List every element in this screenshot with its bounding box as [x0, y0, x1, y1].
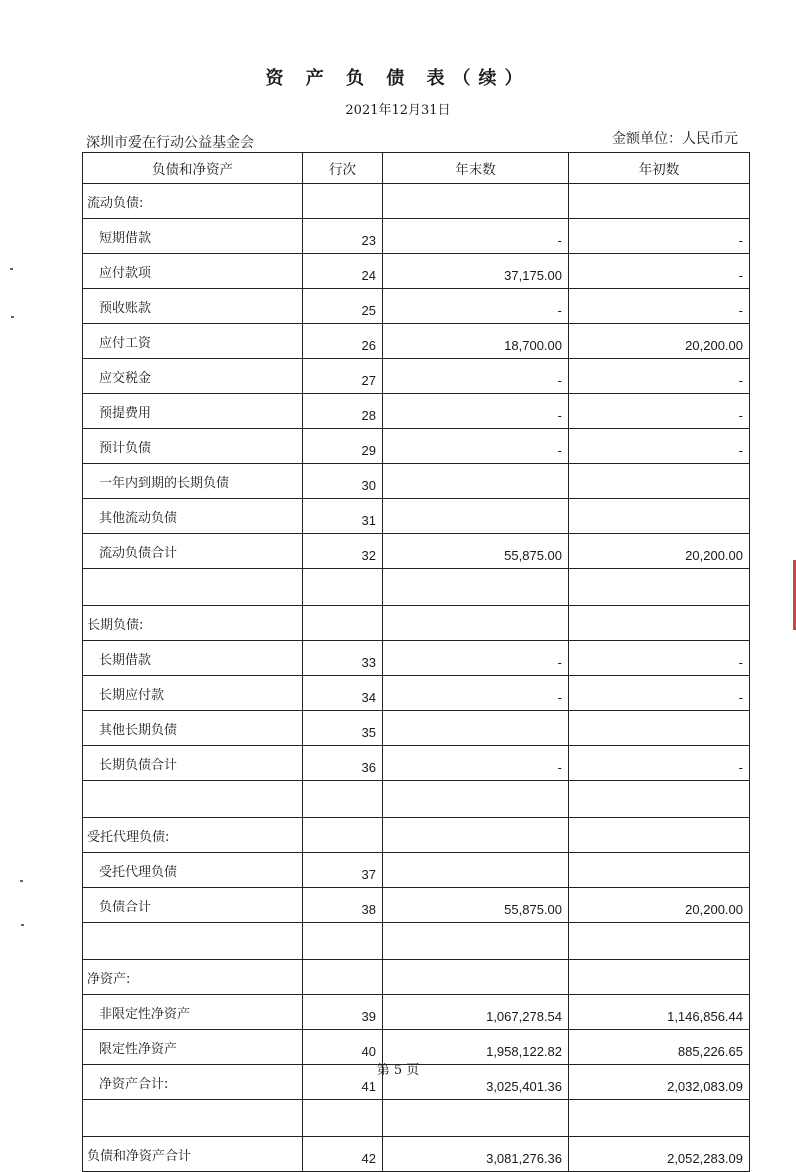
row-label: [83, 923, 303, 960]
row-label: 一年内到期的长期负债: [83, 464, 303, 499]
row-line-number: [303, 781, 383, 818]
row-label: [83, 569, 303, 606]
row-label: 长期借款: [83, 641, 303, 676]
row-year-end-value: 37,175.00: [383, 254, 569, 289]
row-year-begin-value: -: [569, 219, 750, 254]
scan-speck: [21, 924, 24, 926]
page-number: 第 5 页: [376, 1063, 420, 1078]
row-line-number: [303, 569, 383, 606]
row-year-end-value: [383, 606, 569, 641]
row-line-number: [303, 184, 383, 219]
row-year-begin-value: [569, 184, 750, 219]
row-year-end-value: 55,875.00: [383, 888, 569, 923]
row-year-end-value: [383, 853, 569, 888]
row-year-begin-value: -: [569, 359, 750, 394]
row-year-end-value: -: [383, 746, 569, 781]
row-line-number: [303, 923, 383, 960]
balance-sheet-table: [82, 152, 750, 1172]
row-label: 长期负债:: [83, 606, 303, 641]
row-line-number: 41: [303, 1065, 383, 1100]
row-line-number: 28: [303, 394, 383, 429]
row-year-end-value: 3,081,276.36: [383, 1137, 569, 1172]
row-label: 流动负债合计: [83, 534, 303, 569]
table-row: [83, 641, 750, 676]
row-label: 流动负债:: [83, 184, 303, 219]
table-row: [83, 569, 750, 606]
row-year-begin-value: 20,200.00: [569, 534, 750, 569]
row-label: 负债合计: [83, 888, 303, 923]
row-line-number: 35: [303, 711, 383, 746]
row-year-end-value: [383, 464, 569, 499]
table-row: [83, 499, 750, 534]
row-line-number: 38: [303, 888, 383, 923]
row-label: 短期借款: [83, 219, 303, 254]
table-row: [83, 534, 750, 569]
table-row: [83, 781, 750, 818]
column-header-item: 负债和净资产: [83, 153, 303, 184]
row-year-end-value: -: [383, 641, 569, 676]
table-row: [83, 219, 750, 254]
row-year-end-value: [383, 1100, 569, 1137]
row-year-begin-value: [569, 781, 750, 818]
row-year-end-value: -: [383, 219, 569, 254]
row-label: 受托代理负债:: [83, 818, 303, 853]
table-row: [83, 888, 750, 923]
row-line-number: 33: [303, 641, 383, 676]
row-year-begin-value: [569, 1100, 750, 1137]
row-line-number: 26: [303, 324, 383, 359]
table-row: [83, 324, 750, 359]
row-year-begin-value: -: [569, 676, 750, 711]
row-year-begin-value: 2,032,083.09: [569, 1065, 750, 1100]
row-year-begin-value: -: [569, 429, 750, 464]
row-year-end-value: -: [383, 676, 569, 711]
row-line-number: 27: [303, 359, 383, 394]
table-row: [83, 184, 750, 219]
row-line-number: [303, 960, 383, 995]
table-row: [83, 853, 750, 888]
table-row: [83, 711, 750, 746]
row-label: 应付工资: [83, 324, 303, 359]
row-year-end-value: [383, 184, 569, 219]
row-year-begin-value: -: [569, 641, 750, 676]
row-year-begin-value: 885,226.65: [569, 1030, 750, 1065]
row-year-begin-value: [569, 606, 750, 641]
row-line-number: 31: [303, 499, 383, 534]
row-year-end-value: 1,958,122.82: [383, 1030, 569, 1065]
scan-speck: [10, 268, 13, 270]
row-year-end-value: 18,700.00: [383, 324, 569, 359]
table-row: [83, 1137, 750, 1172]
row-label: 长期应付款: [83, 676, 303, 711]
report-date: 2021年12月31日: [345, 103, 451, 118]
row-year-begin-value: [569, 499, 750, 534]
row-year-end-value: -: [383, 289, 569, 324]
row-year-end-value: 55,875.00: [383, 534, 569, 569]
row-line-number: [303, 606, 383, 641]
row-year-end-value: -: [383, 359, 569, 394]
row-line-number: 30: [303, 464, 383, 499]
row-label: 其他流动负债: [83, 499, 303, 534]
row-year-begin-value: 20,200.00: [569, 324, 750, 359]
table-row: [83, 676, 750, 711]
row-year-end-value: [383, 818, 569, 853]
row-label: 限定性净资产: [83, 1030, 303, 1065]
row-year-begin-value: [569, 818, 750, 853]
row-year-begin-value: [569, 853, 750, 888]
page-title: 资 产 负 债 表（续）: [265, 68, 531, 89]
row-line-number: 40: [303, 1030, 383, 1065]
row-line-number: 24: [303, 254, 383, 289]
table-row: [83, 746, 750, 781]
row-year-end-value: -: [383, 429, 569, 464]
table-body: [83, 184, 750, 1172]
table-row: [83, 254, 750, 289]
row-year-end-value: [383, 499, 569, 534]
row-year-begin-value: 20,200.00: [569, 888, 750, 923]
row-line-number: [303, 1100, 383, 1137]
row-year-end-value: [383, 923, 569, 960]
row-year-begin-value: [569, 569, 750, 606]
row-label: 受托代理负债: [83, 853, 303, 888]
row-label: 非限定性净资产: [83, 995, 303, 1030]
row-line-number: 25: [303, 289, 383, 324]
row-label: 预提费用: [83, 394, 303, 429]
column-header-line: 行次: [303, 153, 383, 184]
row-line-number: 42: [303, 1137, 383, 1172]
row-year-end-value: [383, 960, 569, 995]
row-year-end-value: [383, 569, 569, 606]
table-row: [83, 960, 750, 995]
row-line-number: 39: [303, 995, 383, 1030]
row-year-begin-value: -: [569, 394, 750, 429]
row-label: [83, 781, 303, 818]
table-row: [83, 394, 750, 429]
row-year-begin-value: -: [569, 746, 750, 781]
row-label: 净资产:: [83, 960, 303, 995]
row-line-number: 37: [303, 853, 383, 888]
table-row: [83, 1100, 750, 1137]
currency-unit: 金额单位：人民币元: [612, 131, 738, 147]
table-row: [83, 923, 750, 960]
table-row: [83, 606, 750, 641]
row-label: 负债和净资产合计: [83, 1137, 303, 1172]
row-year-begin-value: [569, 464, 750, 499]
scan-speck: [11, 316, 14, 318]
row-year-end-value: 3,025,401.36: [383, 1065, 569, 1100]
row-year-begin-value: 2,052,283.09: [569, 1137, 750, 1172]
organization-name: 深圳市爱在行动公益基金会: [86, 135, 254, 151]
row-label: 应交税金: [83, 359, 303, 394]
row-label: 净资产合计:: [83, 1065, 303, 1100]
column-header-year-begin: 年初数: [569, 153, 750, 184]
table-row: [83, 995, 750, 1030]
table-row: [83, 359, 750, 394]
row-label: 预收账款: [83, 289, 303, 324]
row-line-number: 36: [303, 746, 383, 781]
row-line-number: 32: [303, 534, 383, 569]
row-year-begin-value: -: [569, 254, 750, 289]
row-line-number: 23: [303, 219, 383, 254]
row-year-end-value: 1,067,278.54: [383, 995, 569, 1030]
row-year-begin-value: -: [569, 289, 750, 324]
row-label: 其他长期负债: [83, 711, 303, 746]
row-label: [83, 1100, 303, 1137]
table-row: [83, 429, 750, 464]
row-year-begin-value: 1,146,856.44: [569, 995, 750, 1030]
table-row: [83, 464, 750, 499]
row-label: 预计负债: [83, 429, 303, 464]
row-year-begin-value: [569, 923, 750, 960]
row-year-end-value: -: [383, 394, 569, 429]
table-row: [83, 818, 750, 853]
row-year-begin-value: [569, 960, 750, 995]
row-line-number: 29: [303, 429, 383, 464]
row-year-begin-value: [569, 711, 750, 746]
row-year-end-value: [383, 781, 569, 818]
scan-speck: [20, 880, 23, 882]
row-year-end-value: [383, 711, 569, 746]
column-header-year-end: 年末数: [383, 153, 569, 184]
row-label: 应付款项: [83, 254, 303, 289]
table-header-row: [83, 153, 750, 184]
row-line-number: [303, 818, 383, 853]
row-line-number: 34: [303, 676, 383, 711]
table-row: [83, 289, 750, 324]
row-label: 长期负债合计: [83, 746, 303, 781]
